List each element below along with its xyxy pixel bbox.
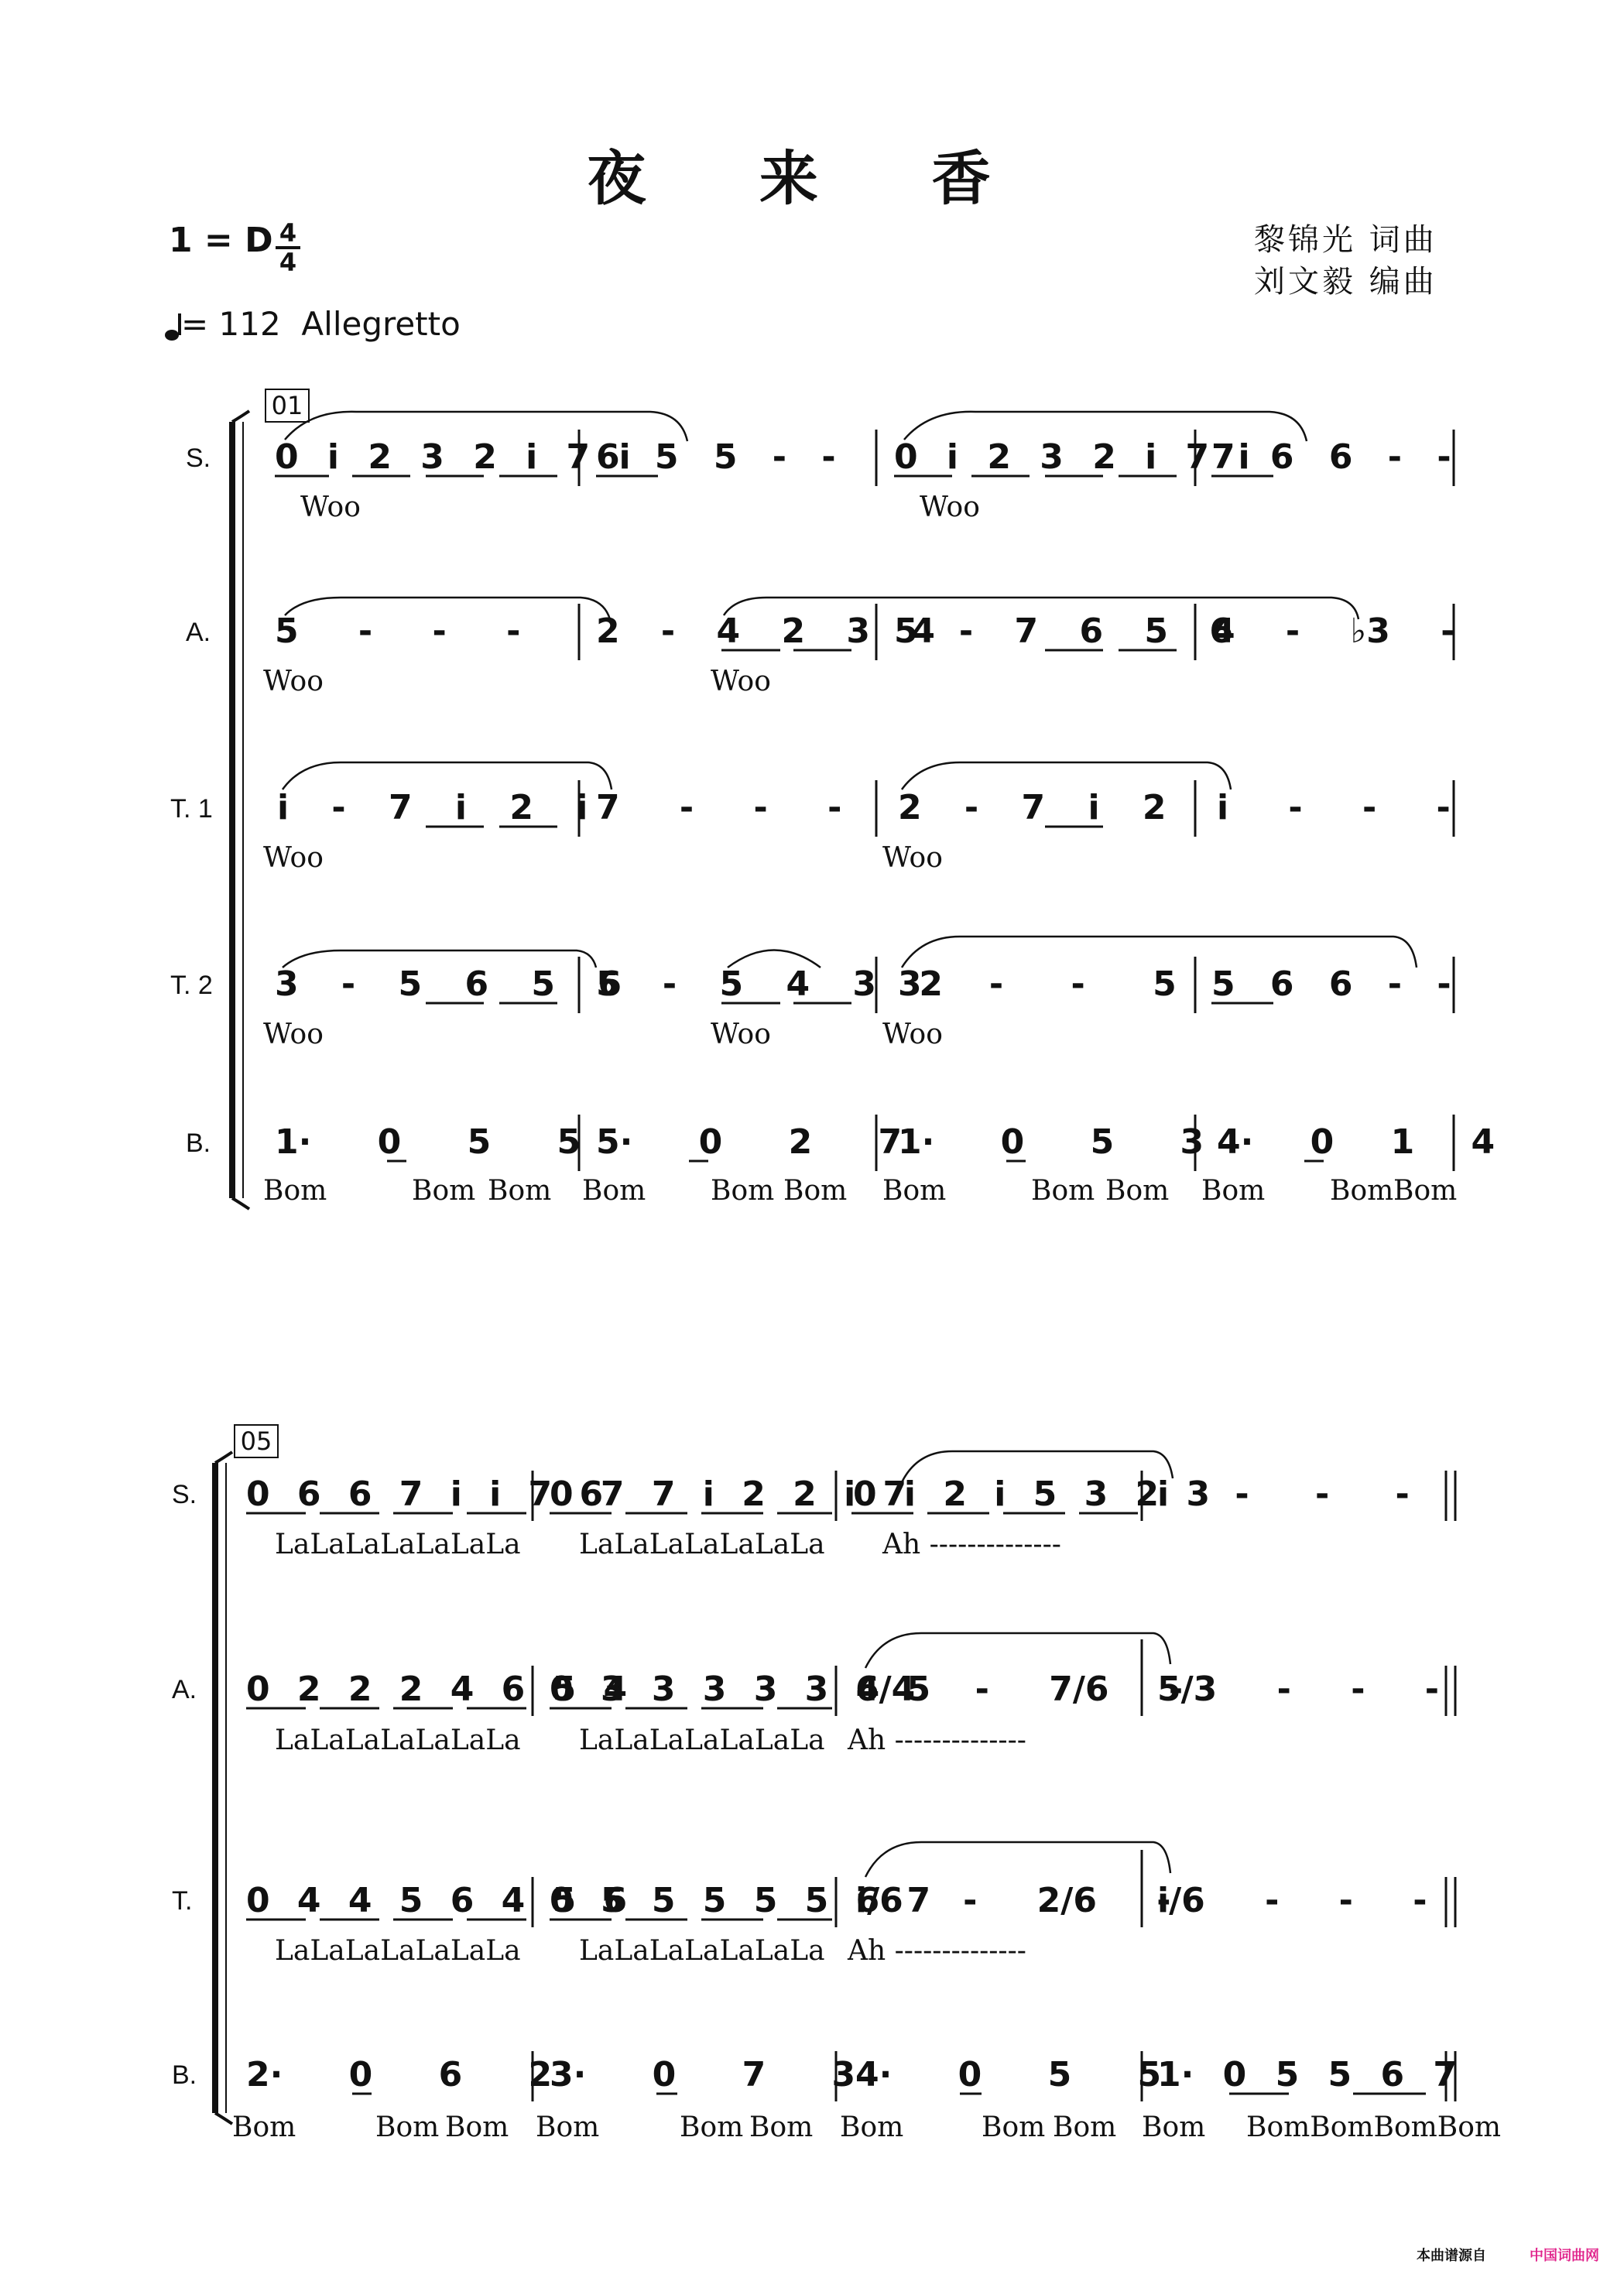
- measure: 3 - - 5: [898, 964, 1177, 1004]
- lyric: Woo: [711, 666, 771, 697]
- lyric: Woo: [263, 1019, 324, 1050]
- lyric: Ah --------------: [882, 1529, 1061, 1560]
- rehearsal-mark: 05: [234, 1424, 279, 1458]
- measure: 2 - 4 2 3 4: [596, 611, 935, 651]
- measure: i - - -: [1157, 1474, 1410, 1514]
- lyric: Bom: [1142, 2111, 1206, 2143]
- measure: 0 i 2 i 5 3 2 3: [853, 1474, 1211, 1514]
- measure: 2 - 7 i 2: [898, 788, 1167, 827]
- measure: 0 6 6 7 i i 7 6: [246, 1474, 604, 1514]
- measure: 6 5 5 - -: [596, 437, 836, 477]
- lyric: Woo: [882, 1019, 943, 1050]
- measure: 0 4 4 5 6 4 5 6: [246, 1881, 628, 1920]
- measure: 0 i 2 3 2 i 7 i: [275, 437, 631, 477]
- lyric: Bom: [1201, 1175, 1266, 1207]
- measure: 5· 0 2 7: [596, 1122, 903, 1162]
- voice-label-tenor-1: T. 1: [170, 794, 213, 824]
- lyric: Bom: [783, 1175, 848, 1207]
- credit-lyrics-music: 黎锦光 词曲: [1254, 222, 1437, 258]
- lyric: Woo: [882, 842, 943, 874]
- lyric: Bom: [1031, 1175, 1095, 1207]
- measure: 5 - 7 6 5 6: [894, 611, 1233, 651]
- lyric: Woo: [263, 666, 324, 697]
- measure: i - 7 i 2 i: [277, 788, 588, 827]
- measure: 6/4 - 7/6 -: [855, 1670, 1184, 1709]
- measure: i - - -: [1217, 788, 1451, 827]
- lyric: LaLaLaLaLaLaLa: [579, 1724, 825, 1756]
- lyric: Woo: [920, 491, 980, 523]
- lyric: Bom: [749, 2111, 814, 2143]
- tempo-word: Allegretto: [301, 305, 461, 343]
- lyric: Bom: [1330, 1175, 1394, 1207]
- lyric: Bom: [680, 2111, 744, 2143]
- measure: 0 5 5 5 5 5 6 7: [550, 1881, 931, 1920]
- measure: 4· 0 1 4: [1217, 1122, 1496, 1162]
- lyric: Bom: [536, 2111, 600, 2143]
- measure: 3· 0 7 3: [550, 2055, 856, 2094]
- score-title: 夜 来 香: [587, 144, 1037, 213]
- measure: 0 7 7 i 2 2 i 7: [550, 1474, 907, 1514]
- lyric: Bom: [488, 1175, 552, 1207]
- measure: 3 - 5 6 5 6: [275, 964, 622, 1004]
- lyric: Bom: [840, 2111, 904, 2143]
- measure: 2· 0 6 2: [246, 2055, 553, 2094]
- time-signature-bottom: 4: [279, 248, 297, 277]
- tempo-value: = 112: [181, 305, 281, 343]
- measure: 5 - - -: [275, 611, 521, 651]
- measure: 1· 0 5 5: [275, 1122, 581, 1162]
- voice-label-bass: B.: [186, 1129, 211, 1158]
- lyric: Bom: [445, 2111, 509, 2143]
- lyric: LaLaLaLaLaLaLa: [275, 1529, 521, 1560]
- source-label: 本曲谱源自: [1417, 2248, 1486, 2264]
- voice-label-alto: A.: [172, 1675, 197, 1704]
- lyric: Bom: [412, 1175, 476, 1207]
- lyric: Woo: [300, 491, 361, 523]
- lyric: Bom: [711, 1175, 775, 1207]
- lyric: Bom: [1105, 1175, 1170, 1207]
- voice-label-soprano: S.: [186, 444, 211, 473]
- voice-label-soprano: S.: [172, 1480, 197, 1509]
- lyric: BomBomBomBom: [1246, 2111, 1502, 2143]
- measure: 0 2 2 2 4 6 5 4: [246, 1670, 628, 1709]
- lyric: Ah --------------: [848, 1935, 1026, 1967]
- voice-label-alto: A.: [186, 618, 211, 647]
- measure: 5 6 6 - -: [1211, 964, 1451, 1004]
- measure: 1· 0 5 5 6 7: [1157, 2055, 1457, 2094]
- measure: 5/3 - - -: [1157, 1670, 1440, 1709]
- lyric: Bom: [1053, 2111, 1117, 2143]
- lyric: Woo: [263, 842, 324, 874]
- lyric: Bom: [982, 2111, 1046, 2143]
- lyric: LaLaLaLaLaLaLa: [579, 1935, 825, 1967]
- measure: i/6 - - -: [1157, 1881, 1427, 1920]
- lyric: LaLaLaLaLaLaLa: [579, 1529, 825, 1560]
- rehearsal-mark: 01: [265, 389, 310, 423]
- time-signature-top: 4: [279, 218, 297, 248]
- measure: 4· 0 5 5: [855, 2055, 1162, 2094]
- measure: 0 3 3 3 3 3 4 5: [550, 1670, 931, 1709]
- measure: 5 - 5 4 3 2: [596, 964, 943, 1004]
- lyric: LaLaLaLaLaLaLa: [275, 1724, 521, 1756]
- voice-label-bass: B.: [172, 2060, 197, 2090]
- measure: 4 - ♭3 -: [1211, 611, 1455, 651]
- measure: 7 6 6 - -: [1211, 437, 1451, 477]
- lyric: Bom: [232, 2111, 296, 2143]
- lyric: Bom: [1393, 1175, 1458, 1207]
- voice-label-tenor-2: T. 2: [170, 971, 213, 1000]
- lyric: Bom: [263, 1175, 327, 1207]
- measure: 7 - - -: [596, 788, 842, 827]
- lyric: LaLaLaLaLaLaLa: [275, 1935, 521, 1967]
- lyric: Bom: [882, 1175, 947, 1207]
- measure: 0 i 2 3 2 i 7 i: [894, 437, 1250, 477]
- key-signature: 1 = D: [169, 221, 273, 260]
- source-site-link[interactable]: 中国词曲网: [1530, 2248, 1599, 2264]
- voice-label-tenor: T.: [172, 1886, 193, 1916]
- lyric: Bom: [375, 2111, 440, 2143]
- credit-arranger: 刘文毅 编曲: [1254, 264, 1437, 300]
- lyric: Bom: [582, 1175, 646, 1207]
- lyric: Ah --------------: [848, 1724, 1026, 1756]
- measure: 1· 0 5 3: [898, 1122, 1204, 1162]
- measure: i/6 - 2/6 -: [855, 1881, 1171, 1920]
- lyric: Woo: [711, 1019, 771, 1050]
